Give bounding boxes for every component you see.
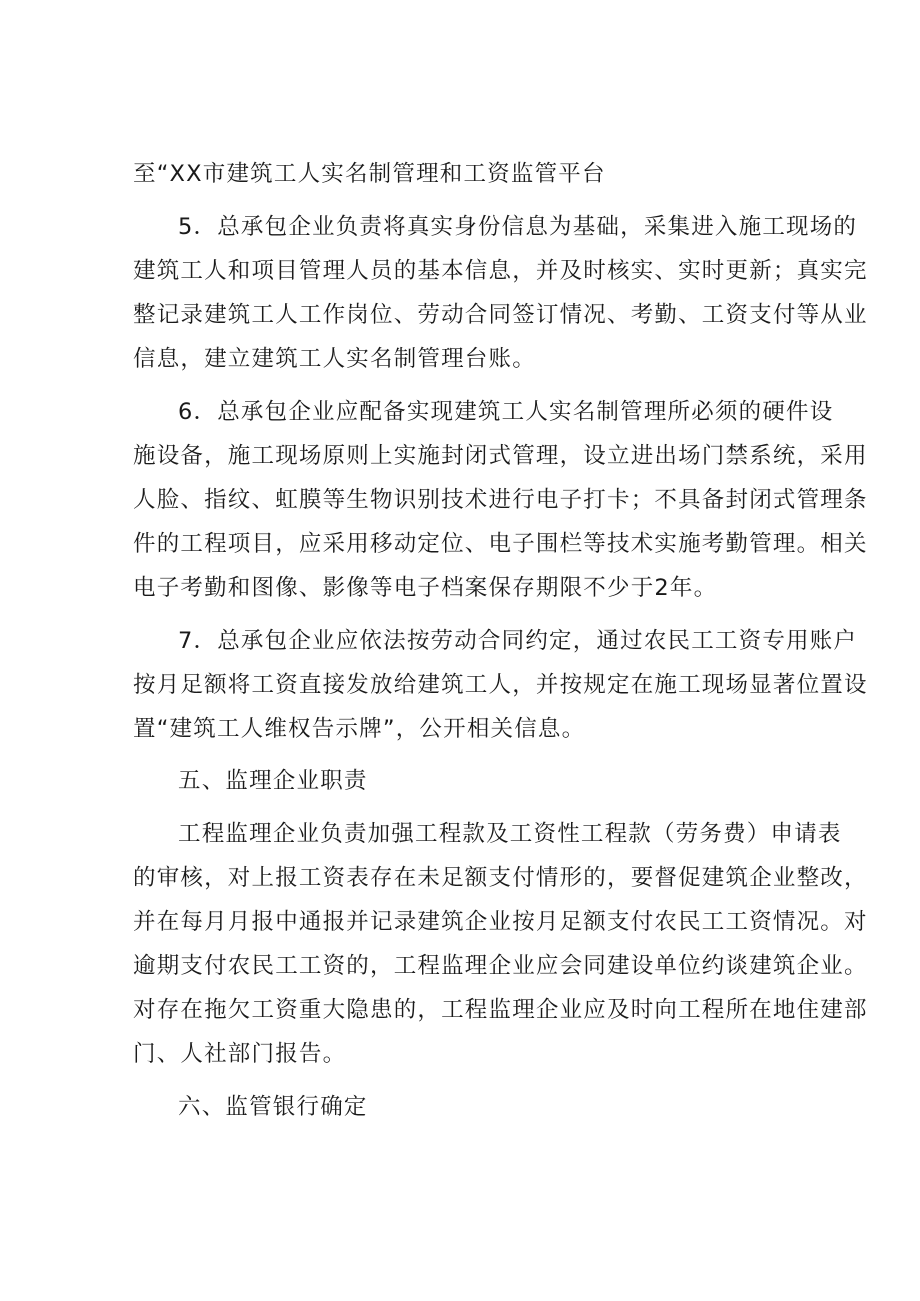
text-line: 门、人社部门报告。 <box>133 1041 347 1067</box>
text-line: 施设备，施工现场原则上实施封闭式管理，设立进出场门禁系统，采用 <box>133 443 868 469</box>
paragraph-7-start: 7．总承包企业应依法按劳动合同约定，通过农民工工资专用账户 <box>178 628 858 654</box>
text-line: 建筑工人和项目管理人员的基本信息，并及时核实、实时更新；真实完 <box>133 258 868 284</box>
text-line: 人脸、指纹、虹膜等生物识别技术进行电子打卡；不具备封闭式管理条 <box>133 487 868 513</box>
text-line: 并在每月月报中通报并记录建筑企业按月足额支付农民工工资情况。对 <box>133 909 868 935</box>
paragraph-supervision-start: 工程监理企业负责加强工程款及工资性工程款（劳务费）申请表 <box>178 821 842 847</box>
text-line: 电子考勤和图像、影像等电子档案保存期限不少于2年。 <box>133 575 718 601</box>
paragraph-6-start: 6．总承包企业应配备实现建筑工人实名制管理所必须的硬件设 <box>178 399 834 425</box>
text-line: 至“XX市建筑工人实名制管理和工资监管平台 <box>133 161 606 187</box>
section-heading-5: 五、监理企业职责 <box>178 768 368 794</box>
text-line: 件的工程项目，应采用移动定位、电子围栏等技术实施考勤管理。相关 <box>133 531 868 557</box>
text-line: 置“建筑工人维权告示牌”，公开相关信息。 <box>133 716 586 742</box>
section-heading-6: 六、监管银行确定 <box>178 1094 368 1120</box>
text-line: 逾期支付农民工工资的，工程监理企业应会同建设单位约谈建筑企业。 <box>133 953 868 979</box>
text-line: 按月足额将工资直接发放给建筑工人，并按规定在施工现场显著位置设 <box>133 672 868 698</box>
text-line: 信息，建立建筑工人实名制管理台账。 <box>133 346 536 372</box>
text-line: 的审核，对上报工资表存在未足额支付情形的，要督促建筑企业整改， <box>133 865 868 891</box>
text-line: 整记录建筑工人工作岗位、劳动合同签订情况、考勤、工资支付等从业 <box>133 302 868 328</box>
text-line: 对存在拖欠工资重大隐患的，工程监理企业应及时向工程所在地住建部 <box>133 997 868 1023</box>
paragraph-5-start: 5．总承包企业负责将真实身份信息为基础，采集进入施工现场的 <box>178 214 858 240</box>
